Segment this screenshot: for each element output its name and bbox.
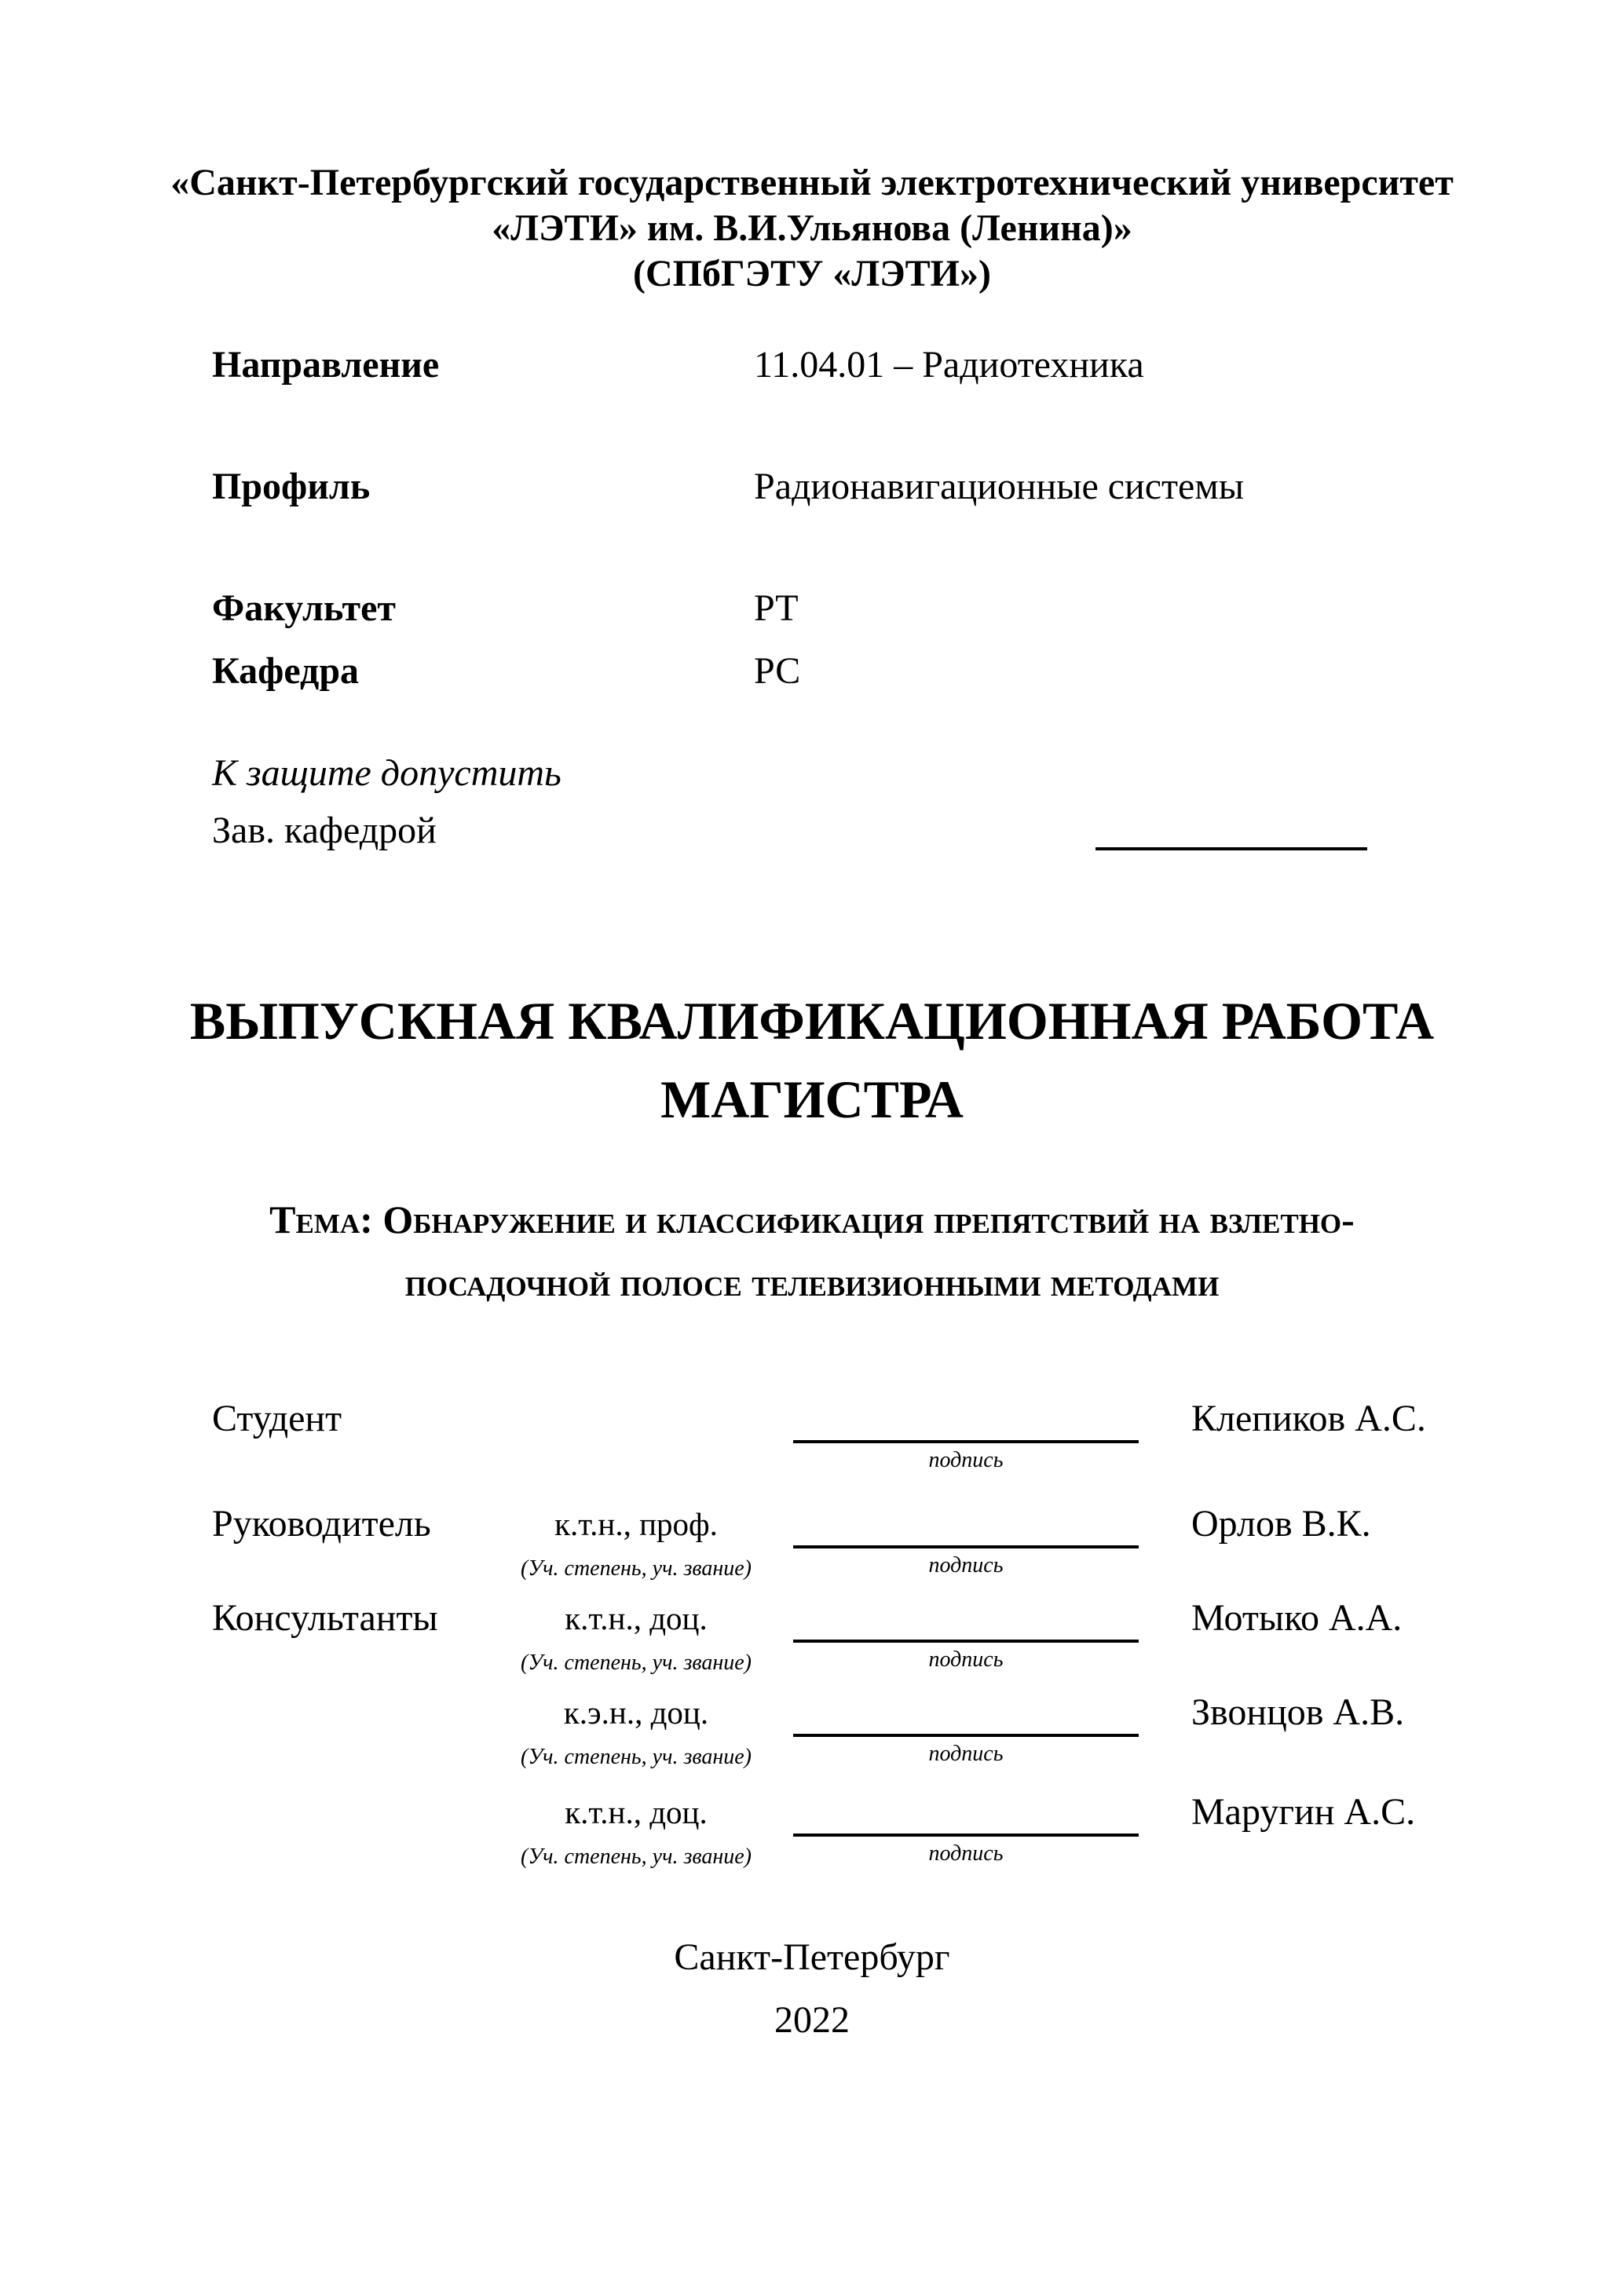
person-name: Орлов В.К. (1191, 1503, 1371, 1545)
direction-label: Направление (212, 344, 440, 386)
university-abbreviation: (СПбГЭТУ «ЛЭТИ») (633, 253, 991, 294)
degree-hint: (Уч. степень, уч. звание) (521, 1745, 752, 1769)
signature-hint: подпись (928, 1448, 1004, 1472)
field-row-profile (212, 464, 1531, 510)
role-label: Руководитель (212, 1503, 431, 1545)
degree-text: к.э.н., доц. (563, 1695, 709, 1731)
signature-line (793, 1596, 1139, 1643)
signature-line (793, 1790, 1139, 1837)
signature-line (793, 1501, 1139, 1548)
degree-text: к.т.н., доц. (565, 1794, 708, 1830)
year: 2022 (774, 1999, 850, 2041)
signature-hint: подпись (928, 1742, 1004, 1766)
person-name: Мотыко А.А. (1191, 1597, 1403, 1639)
city: Санкт-Петербург (674, 1936, 950, 1978)
profile-label: Профиль (212, 466, 371, 507)
field-row-department (212, 649, 1531, 694)
profile-value: Радионавигационные системы (754, 466, 1244, 507)
thesis-topic (0, 1188, 1624, 1314)
faculty-label: Факультет (212, 587, 396, 629)
degree-hint: (Уч. степень, уч. звание) (521, 1556, 752, 1581)
signature-row-consultant-2 (212, 1690, 1531, 1768)
degree-hint: (Уч. степень, уч. звание) (521, 1844, 752, 1869)
signature-line (793, 1396, 1139, 1443)
department-head-signature-line (1095, 847, 1367, 850)
department-head-row (212, 808, 1531, 854)
document-title-line-2: МАГИСТРА (660, 1069, 964, 1129)
footer (0, 1926, 1624, 2052)
direction-value: 11.04.01 – Радиотехника (754, 344, 1144, 386)
signature-block (212, 1396, 1531, 1868)
role-label: Студент (212, 1398, 342, 1439)
degree-hint: (Уч. степень, уч. звание) (521, 1651, 752, 1675)
person-name: Маругин А.С. (1191, 1791, 1416, 1833)
document-title-line-1: ВЫПУСКНАЯ КВАЛИФИКАЦИОННАЯ РАБОТА (189, 991, 1435, 1051)
admission-note-text: К защите допустить (212, 752, 561, 794)
university-name-line-1: «Санкт-Петербургский государственный электротехнический университет (170, 162, 1454, 203)
thesis-topic-line-2: посадочной полосе телевизионными методами (404, 1260, 1220, 1304)
signature-row-consultant-3 (212, 1790, 1531, 1868)
thesis-topic-line-1: Тема: Обнаружение и классификация препятствий на взлетно- (269, 1197, 1355, 1241)
signature-row-consultant-1 (212, 1596, 1531, 1674)
signature-hint: подпись (928, 1647, 1004, 1672)
document-title (0, 982, 1624, 1139)
university-header (0, 160, 1624, 297)
field-row-faculty (212, 586, 1531, 631)
signature-row-student (212, 1396, 1531, 1472)
university-name-line-2: «ЛЭТИ» им. В.И.Ульянова (Ленина)» (492, 207, 1132, 249)
degree-text: к.т.н., проф. (554, 1506, 718, 1542)
signature-row-supervisor (212, 1501, 1531, 1580)
signature-line (793, 1690, 1139, 1737)
department-head-label: Зав. кафедрой (212, 810, 437, 851)
signature-hint: подпись (928, 1841, 1004, 1866)
role-label: Консультанты (212, 1597, 438, 1639)
signature-hint: подпись (928, 1553, 1004, 1578)
admission-note (212, 751, 1531, 796)
degree-text: к.т.н., доц. (565, 1600, 708, 1636)
field-row-direction (212, 342, 1531, 388)
person-name: Звонцов А.В. (1191, 1691, 1405, 1733)
department-value: РС (754, 650, 801, 692)
person-name: Клепиков А.С. (1191, 1398, 1426, 1439)
department-label: Кафедра (212, 650, 360, 692)
faculty-value: РТ (754, 587, 799, 629)
